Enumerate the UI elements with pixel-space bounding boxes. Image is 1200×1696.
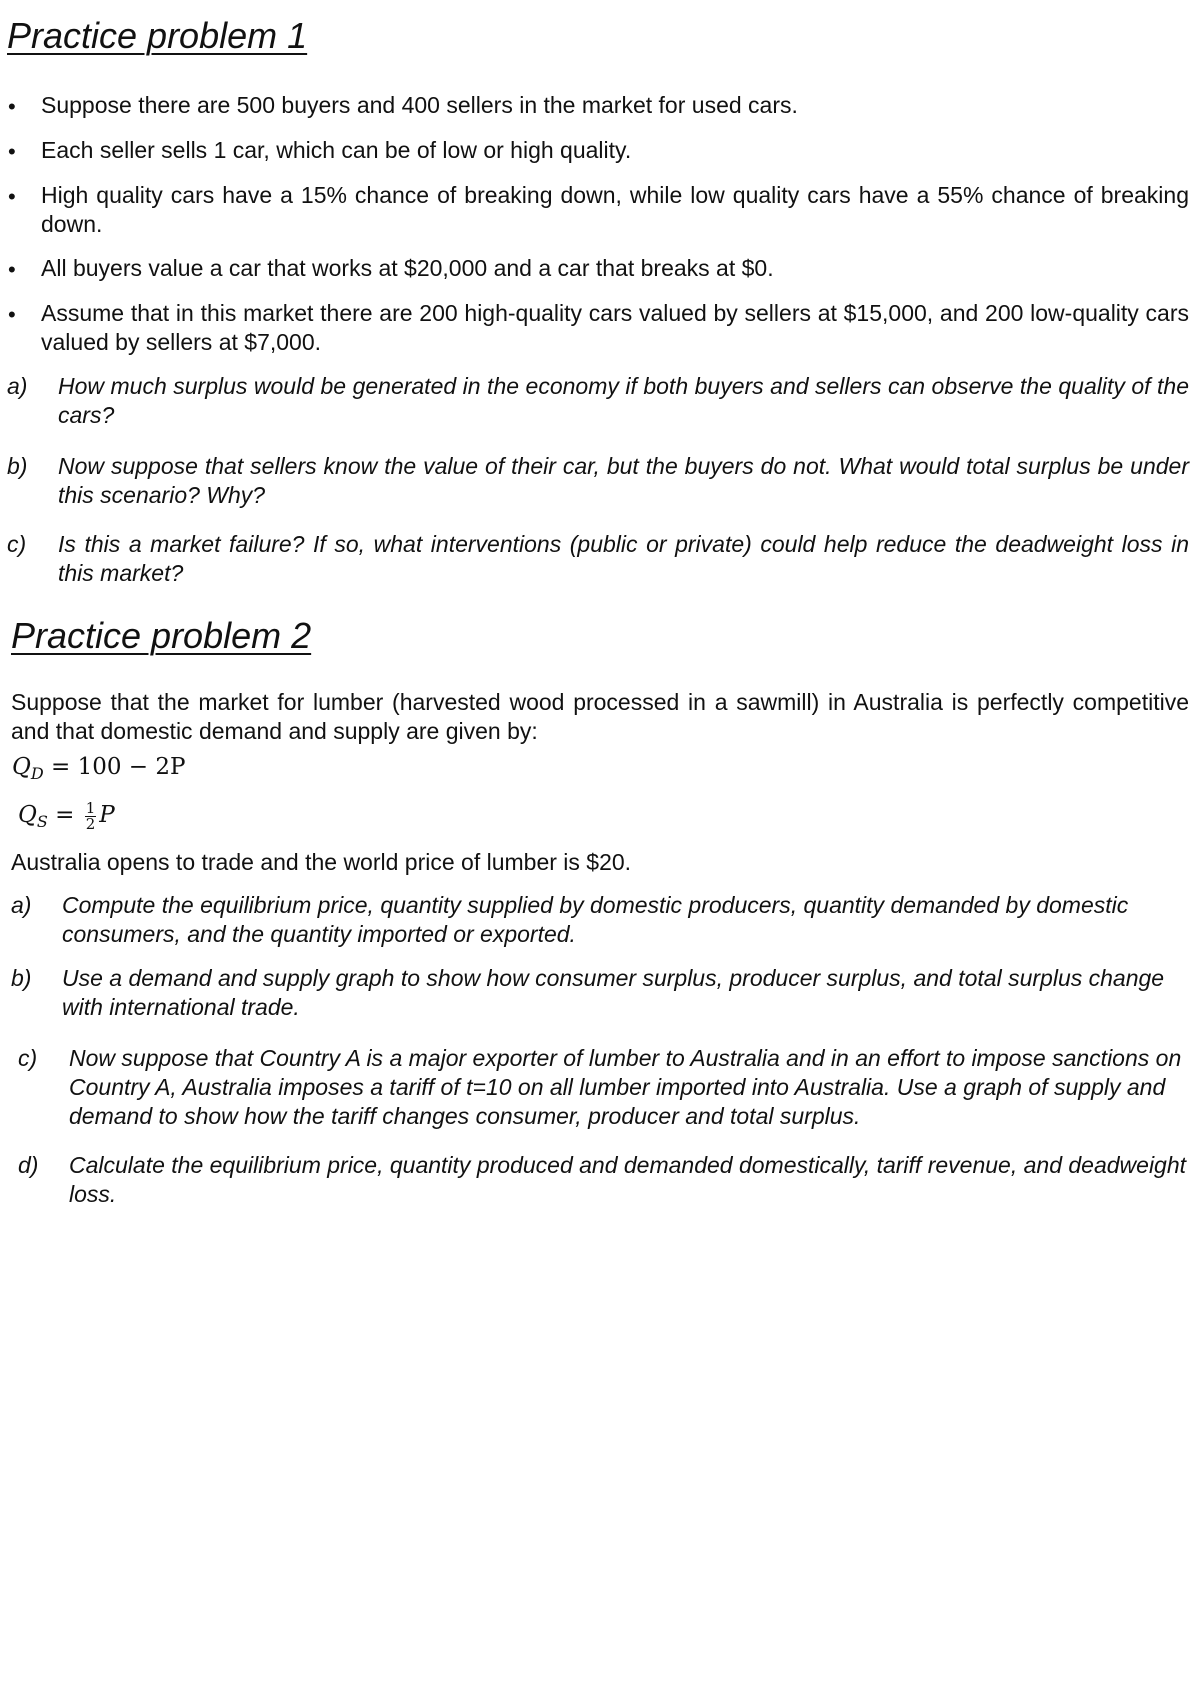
question-text: Calculate the equilibrium price, quantity produced and demanded domestically, tariff revenue, and deadweight loss. [69, 1152, 1187, 1207]
question-text: Use a demand and supply graph to show how consumer surplus, producer surplus, and total surplus change with international trade. [62, 965, 1165, 1020]
demand-equation [12, 752, 186, 789]
question-label: d) [18, 1152, 39, 1178]
bullet-icon: • [8, 257, 16, 282]
bullet-text: Each seller sells 1 car, which can be of low or high quality. [41, 137, 632, 163]
supply-equation [18, 800, 115, 837]
problem-2-heading: Practice problem 2 [11, 615, 312, 656]
fraction-denominator: 2 [85, 814, 96, 833]
fraction-numerator: 1 [85, 798, 96, 817]
fraction [85, 798, 97, 833]
bullet-icon: • [8, 184, 16, 209]
question-label: b) [11, 965, 32, 991]
question-label: a) [11, 892, 32, 918]
bullet-icon: • [8, 302, 16, 327]
equation-variable: Q [18, 802, 37, 828]
equation-equals: = [55, 802, 75, 828]
problem-1-heading: Practice problem 1 [7, 15, 308, 56]
equation-subscript: D [30, 764, 44, 783]
bullet-icon: • [8, 139, 16, 164]
equation-subscript: S [36, 812, 48, 831]
equation-variable: P [99, 802, 115, 828]
trade-statement: Australia opens to trade and the world price of lumber is $20. [11, 849, 632, 875]
bullet-icon: • [8, 94, 16, 119]
question-text: Compute the equilibrium price, quantity supplied by domestic producers, quantity demanded by domestic consumers, and the quantity imported or exported. [62, 892, 1129, 947]
question-text: Now suppose that Country A is a major exporter of lumber to Australia and in an effort to impose sanctions on Country A, Australia imposes a tariff of t=10 on all lumber imported into Australia. Use a graph of supply and demand to show how the tariff changes consumer, producer and total surplus. [69, 1045, 1182, 1129]
equation-rhs: = 100 − 2P [51, 754, 186, 780]
bullet-text: Assume that in this market there are 200 high-quality cars valued by sellers at $15,000, and 200 low-quality cars valued by sellers at $7,000. [41, 300, 1189, 355]
bullet-text: Suppose there are 500 buyers and 400 sellers in the market for used cars. [41, 92, 798, 118]
question-label: b) [7, 453, 28, 479]
equation-variable: Q [12, 754, 31, 780]
question-text: Now suppose that sellers know the value of their car, but the buyers do not. What would total surplus be under this scenario? Why? [58, 453, 1189, 508]
question-label: a) [7, 373, 28, 399]
question-label: c) [18, 1045, 38, 1071]
bullet-text: All buyers value a car that works at $20,000 and a car that breaks at $0. [41, 255, 774, 281]
problem-2-intro: Suppose that the market for lumber (harvested wood processed in a sawmill) in Australia is perfectly competitive and that domestic demand and supply are given by: [11, 689, 1189, 744]
bullet-text: High quality cars have a 15% chance of breaking down, while low quality cars have a 55% chance of breaking down. [41, 182, 1189, 237]
question-label: c) [7, 531, 27, 557]
question-text: Is this a market failure? If so, what interventions (public or private) could help reduce the deadweight loss in this market? [58, 531, 1189, 586]
question-text: How much surplus would be generated in the economy if both buyers and sellers can observe the quality of the cars? [58, 373, 1189, 428]
